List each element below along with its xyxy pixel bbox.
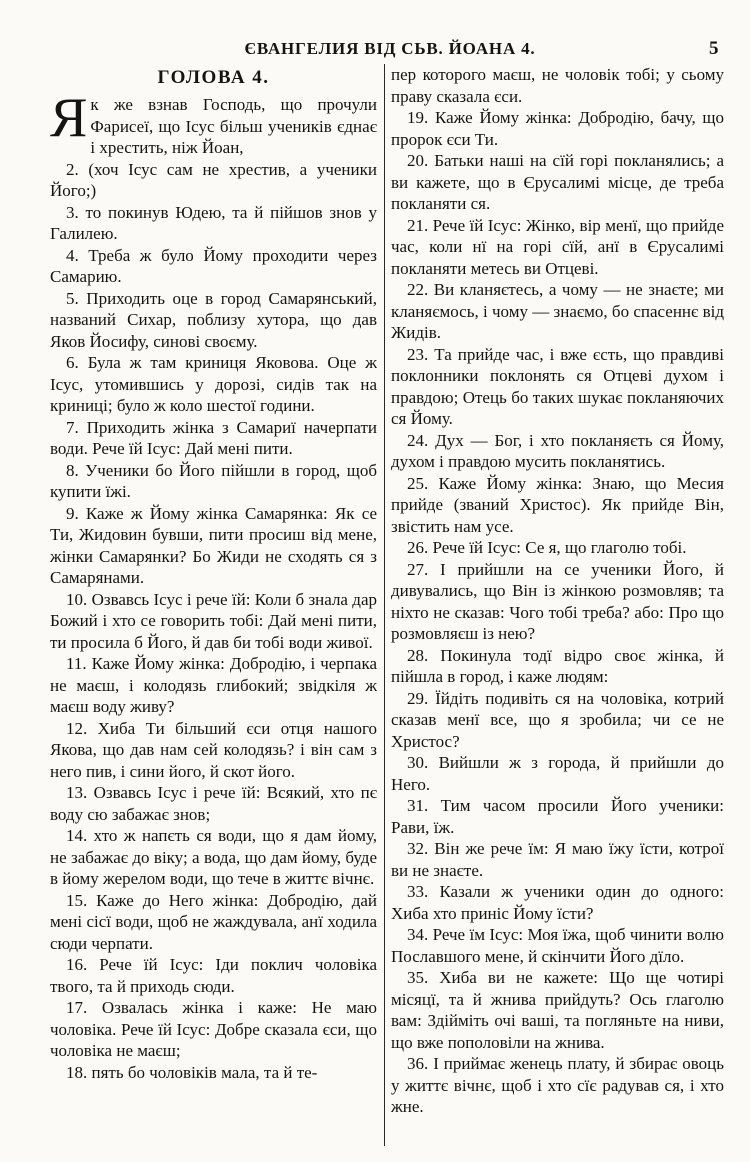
verse: 15. Каже до Него жінка: Добродію, дай мені сісї води, щоб не жаждувала, анї ходила сюди черпати.: [50, 890, 377, 953]
running-title: ЄВАНГЕЛИЯ ВІД СЬВ. ЙОАНА 4.: [244, 39, 536, 58]
left-column: [50, 64, 377, 1083]
verse: 26. Рече їй Ісус: Се я, що глаголю тобі.: [407, 538, 687, 557]
verse: 10. Озвавсь Ісус і рече їй: Коли б знала дар Божий і хто се говорить тобі: Дай мені пити, ти просила б Його, й дав би тобі води живої.: [50, 589, 377, 652]
running-head: [0, 36, 750, 66]
verse: 2. (хоч Ісус сам не хрестив, а ученики Його;): [50, 159, 377, 200]
verse: 4. Треба ж було Йому проходити через Самарию.: [50, 245, 377, 286]
verse: 35. Хиба ви не кажете: Що ще чотирі місяцї, та й жнива прийдуть? Ось глаголю вам: Здійміть очі ваші, та погляньте на ниви, що вже пополовіли на жнива.: [391, 968, 724, 1052]
verse: 34. Рече їм Ісус: Моя їжа, щоб чинити волю Пославшого мене, й скінчити Його дїло.: [391, 925, 724, 966]
verse: 13. Озвавсь Ісус і рече їй: Всякий, хто пє воду сю забажає знов;: [50, 783, 377, 824]
verse: 14. хто ж напєть ся води, що я дам йому, не забажає до віку; а вода, що дам йому, буде в йому жерелом води, що тече в життє вічнє.: [50, 826, 377, 888]
verse: 21. Рече їй Ісус: Жінко, вір менї, що прийде час, коли нї на горі сїй, анї в Єрусалимі покланяти метесь ви Отцеві.: [391, 215, 724, 278]
verse: 32. Він же рече їм: Я маю їжу їсти, котрої ви не знаєте.: [391, 839, 724, 880]
verse: 25. Каже Йому жінка: Знаю, що Месия прийде (званий Христос). Як прийде Він, звістить нам усе.: [391, 473, 724, 536]
verse: 6. Була ж там криниця Яковова. Оце ж Ісус, утомившись у дорозі, сидів так на криниці; було ж коло шестої години.: [50, 353, 377, 415]
verse-1-text: к же взнав Господь, що прочули Фарисеї, що Ісус більш учеників єднає і хрестить, ніж Йоан,: [90, 95, 377, 157]
verse: 9. Каже ж Йому жінка Самарянка: Як се Ти, Жидовин бувши, пити просиш від мене, жінки Самарянки? Бо Жиди не сходять ся з Самарянами.: [50, 503, 377, 587]
verse: 24. Дух — Бог, і хто покланяєть ся Йому, духом і правдою мусить покланятись.: [391, 430, 724, 471]
verse: 17. Озвалась жінка і каже: Не маю чоловіка. Рече їй Ісус: Добре сказала єси, що чоловіка не маєш;: [50, 998, 377, 1060]
verse: 20. Батьки наші на сїй горі покланялись; а ви кажете, що в Єрусалимі місце, де треба покланяти ся.: [391, 151, 724, 213]
verse: 22. Ви кланяєтесь, а чому — не знаєте; ми кланяємось, і чому — знаємо, бо спасеннє від Жидів.: [391, 280, 724, 342]
verse: 11. Каже Йому жінка: Добродію, і черпака не маєш, і колодязь глибокий; звідкіля ж маєш воду живу?: [50, 654, 377, 716]
right-column: [391, 64, 724, 1118]
verse: 16. Рече їй Ісус: Іди поклич чоловіка твого, та й приходь сюди.: [50, 955, 377, 996]
verse: 23. Та прийде час, і вже єсть, що правдиві поклонники поклонять ся Отцеві духом і правдою; Отець бо таких шукає покланяючих ся Йому.: [391, 344, 724, 428]
verse-1: [50, 87, 377, 159]
verse: 8. Ученики бо Його пійшли в город, щоб купити їжі.: [50, 460, 377, 501]
drop-cap: Я: [50, 87, 88, 149]
column-divider: [384, 64, 385, 1146]
verse: 3. то покинув Юдею, та й пійшов знов у Галилею.: [50, 202, 377, 243]
verse: 12. Хиба Ти більший єси отця нашого Якова, що дав нам сей колодязь? і він сам з него пив, і сини його, й скот його.: [50, 718, 377, 781]
verse: 18. пять бо чоловіків мала, та й те-: [66, 1062, 318, 1082]
verse: 7. Приходить жінка з Самариї начерпати води. Рече їй Ісус: Дай мені пити.: [50, 417, 377, 458]
verse: 27. І прийшли на се ученики Його, й дивувались, що Він із жінкою розмовляв; та ніхто не сказав: Чого тобі треба? або: Про що розмовляєш із нею?: [391, 559, 724, 643]
verse: 30. Вийшли ж з города, й прийшли до Него.: [391, 753, 724, 794]
verse: 29. Їйдіть подивіть ся на чоловіка, котрий сказав менї все, що я зробила; чи се не Христос?: [391, 688, 724, 751]
page-number: 5: [709, 38, 719, 59]
verse: 19. Каже Йому жінка: Добродію, бачу, що пророк єси Ти.: [391, 108, 724, 149]
verse-18-continuation: пер которого маєш, не чоловік тобі; у сьому праву сказала єси.: [391, 65, 724, 106]
verse: 33. Казали ж ученики один до одного: Хиба хто приніс Йому їсти?: [391, 882, 724, 923]
verse: 28. Покинула тодї відро своє жінка, й пійшла в город, і каже людям:: [391, 645, 724, 686]
verse: 31. Тим часом просили Його ученики: Рави, їж.: [391, 796, 724, 837]
chapter-heading: ГОЛОВА 4.: [157, 67, 270, 88]
verse: 5. Приходить оце в город Самарянський, названий Сихар, поблизу хутора, що дав Яков Йосифу, синові своєму.: [50, 288, 377, 351]
verse: 36. І приймає женець плату, й збирає овоць у життє вічнє, щоб і хто сїє радував ся, і хто жне.: [391, 1054, 724, 1116]
